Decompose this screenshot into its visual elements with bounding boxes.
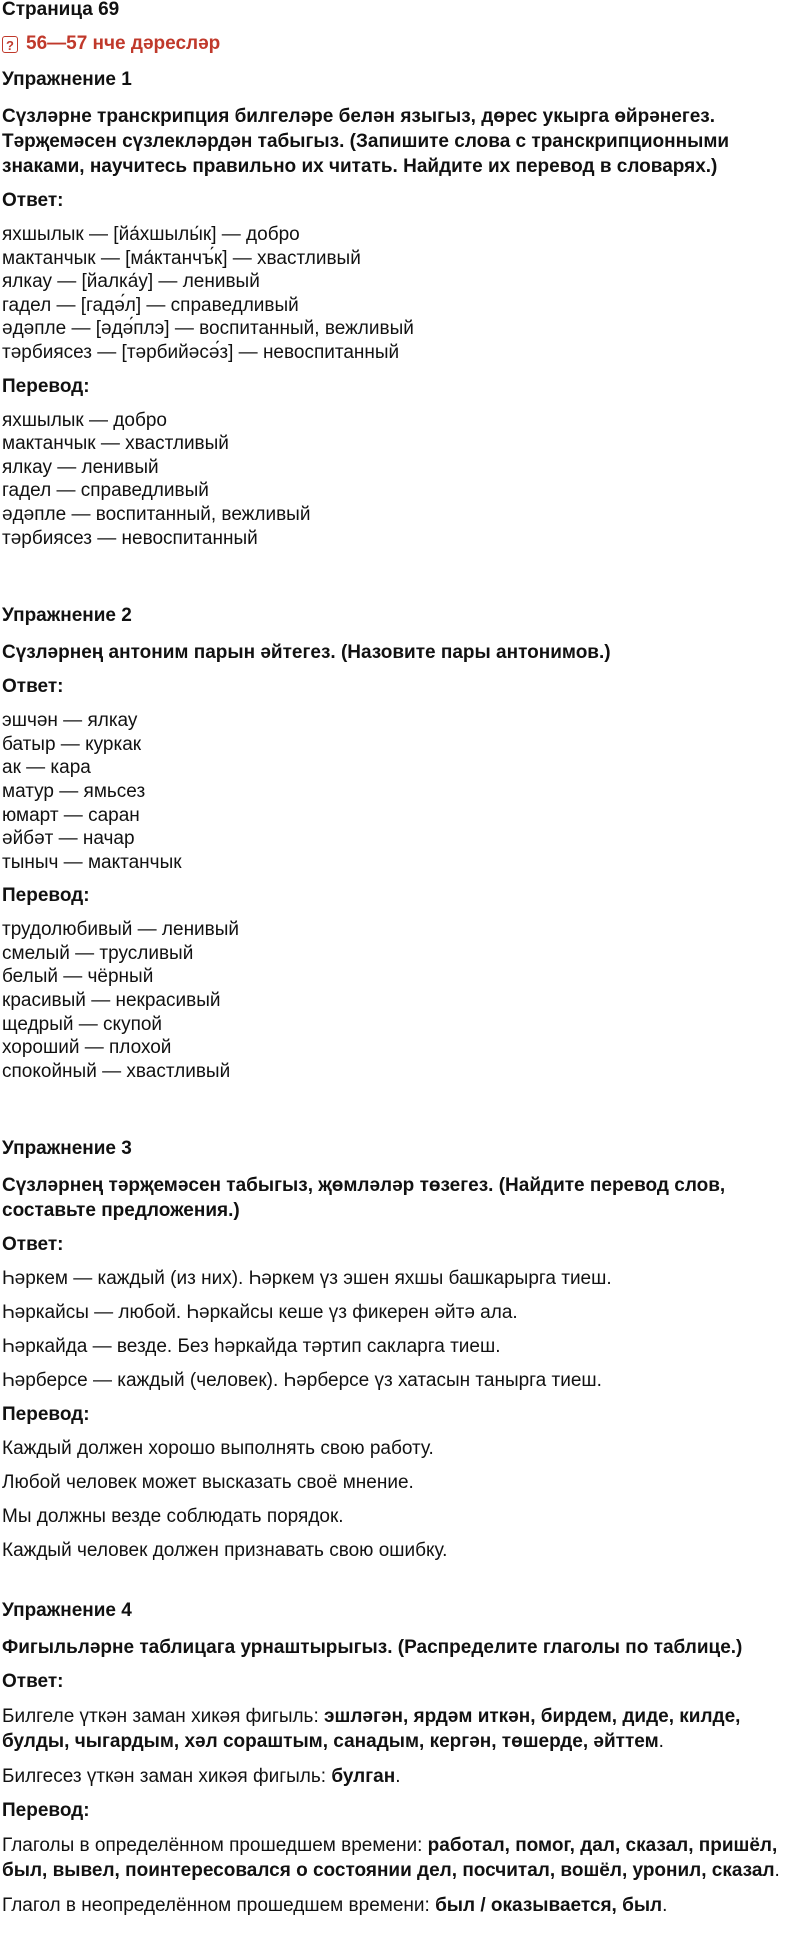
- list-item: трудолюбивый — ленивый: [2, 919, 240, 941]
- translation-list: [2, 918, 798, 1083]
- list-item: Һәркайда — везде. Без һәркайда тәртип сакларга тиеш.: [2, 1336, 501, 1358]
- list-item: Каждый человек должен признавать свою ошибку.: [2, 1540, 448, 1562]
- list-item: тыныч — мактанчык: [2, 851, 182, 873]
- list-item: Һәркайсы — любой. Һәркайсы кеше үз фикерен әйтә ала.: [2, 1302, 518, 1324]
- exercise-title: Упражнение 2: [2, 605, 132, 627]
- list-item: әдәпле — [әдә́плэ] — воспитанный, вежливый: [2, 318, 414, 340]
- exercise-2: [2, 604, 798, 1083]
- page-title: Страница 69: [2, 0, 120, 20]
- lesson-title: 56—57 нче дәресләр: [26, 33, 221, 54]
- translation-prefix: Глагол в неопределённом прошедшем времени:: [2, 1895, 436, 1917]
- translation-suffix: .: [774, 1860, 780, 1882]
- answer-label: Ответ:: [2, 1234, 64, 1256]
- list-item: гадел — [гадә́л] — справедливый: [2, 294, 299, 316]
- answer-paragraph: [2, 1764, 798, 1789]
- list-item: әдәпле — воспитанный, вежливый: [2, 503, 311, 525]
- translation-suffix: .: [662, 1895, 668, 1917]
- exercise-title: Упражнение 4: [2, 1600, 132, 1622]
- answer-suffix: .: [658, 1731, 664, 1753]
- list-item: Мы должны везде соблюдать порядок.: [2, 1506, 344, 1528]
- list-item: Любой человек может высказать своё мнение.: [2, 1472, 414, 1494]
- list-item: гадел — справедливый: [2, 480, 209, 502]
- translation-label: Перевод:: [2, 885, 90, 907]
- answer-list: [2, 1267, 798, 1393]
- answer-label: Ответ:: [2, 676, 64, 698]
- list-item: хороший — плохой: [2, 1037, 172, 1059]
- answer-list: [2, 709, 798, 874]
- translation-label: Перевод:: [2, 1800, 90, 1822]
- translation-verbs: был / оказывается, был: [435, 1895, 663, 1917]
- list-item: белый — чёрный: [2, 966, 154, 988]
- list-item: смелый — трусливый: [2, 942, 194, 964]
- list-item: юмарт — саран: [2, 804, 140, 826]
- list-item: тәрбиясез — [тәрбийәсә́з] — невоспитанный: [2, 341, 400, 363]
- question-icon: ?: [2, 36, 18, 53]
- exercise-title: Упражнение 3: [2, 1138, 132, 1160]
- section-spacer: [2, 1093, 798, 1137]
- translation-list: [2, 1437, 798, 1563]
- section-spacer: [2, 560, 798, 604]
- list-item: тәрбиясез — невоспитанный: [2, 527, 258, 549]
- exercise-1: [2, 68, 798, 550]
- list-item: ялкау — [йалка́у] — ленивый: [2, 271, 260, 293]
- list-item: Һәрберсе — каждый (человек). Һәрберсе үз хатасын танырга тиеш.: [2, 1370, 602, 1392]
- answer-paragraph: [2, 1704, 798, 1754]
- list-item: батыр — куркак: [2, 733, 142, 755]
- list-item: мактанчык — [ма́ктанчъ́к] — хвастливый: [2, 247, 361, 269]
- translation-verbs: работал, помог, дал, сказал, пришёл, был, вывел, поинтересовался о состоянии дел, посчитал, вошёл, уронил, сказал: [2, 1835, 778, 1882]
- list-item: ак — кара: [2, 757, 91, 779]
- list-item: Һәркем — каждый (из них). Һәркем үз эшен яхшы башкарырга тиеш.: [2, 1268, 612, 1290]
- answer-label: Ответ:: [2, 1671, 64, 1693]
- answer-suffix: .: [395, 1766, 401, 1788]
- answer-label: Ответ:: [2, 190, 64, 211]
- list-item: яхшылык — добро: [2, 409, 167, 431]
- translation-prefix: Глаголы в определённом прошедшем времени:: [2, 1835, 428, 1857]
- list-item: спокойный — хвастливый: [2, 1060, 231, 1082]
- exercise-task: Сүзләрнең антоним парын әйтегез. (Назовите пары антонимов.): [2, 642, 611, 664]
- answer-prefix: Билгеле үткән заман хикәя фигыль:: [2, 1706, 325, 1728]
- list-item: ялкау — ленивый: [2, 456, 159, 478]
- list-item: эшчән — ялкау: [2, 710, 138, 732]
- answer-list: [2, 223, 798, 365]
- translation-paragraph: [2, 1893, 798, 1918]
- lesson-heading[interactable]: [2, 32, 798, 56]
- section-spacer: [2, 1573, 798, 1599]
- list-item: әйбәт — начар: [2, 828, 135, 850]
- list-item: красивый — некрасивый: [2, 990, 221, 1012]
- exercise-title: Упражнение 1: [2, 69, 132, 90]
- answer-verbs: булган: [331, 1766, 396, 1788]
- translation-label: Перевод:: [2, 375, 90, 397]
- list-item: яхшылык — [йа́хшылы́к] — добро: [2, 224, 300, 245]
- translation-paragraph: [2, 1833, 798, 1883]
- list-item: щедрый — скупой: [2, 1013, 163, 1035]
- translation-list: [2, 409, 798, 551]
- translation-label: Перевод:: [2, 1404, 90, 1426]
- list-item: матур — ямьсез: [2, 780, 146, 802]
- list-item: мактанчык — хвастливый: [2, 433, 229, 455]
- answer-prefix: Билгесез үткән заман хикәя фигыль:: [2, 1766, 332, 1788]
- exercise-4: [2, 1599, 798, 1918]
- list-item: Каждый должен хорошо выполнять свою работу.: [2, 1438, 434, 1460]
- exercise-task: Сүзләрне транскрипция билгеләре белән языгыз, дөрес укырга өйрәнегез. Тәрҗемәсен сүзлекләрдән табыгыз. (Запишите слова с транскрипционными знаками, научитесь правильно их читать. Найдите их перевод в словарях.): [2, 106, 730, 177]
- exercise-task: Сүзләрнең тәрҗемәсен табыгыз, җөмләләр төзегез. (Найдите перевод слов, составьте предложения.): [2, 1175, 726, 1222]
- exercise-task: Фигыльләрне таблицага урнаштырыгыз. (Распределите глаголы по таблице.): [2, 1637, 743, 1659]
- exercise-3: [2, 1137, 798, 1563]
- answer-verbs: эшләгән, ярдәм иткән, бирдем, диде, килде, булды, чыгардым, хәл сораштым, санадым, кергән, төшерде, әйттем: [2, 1706, 741, 1753]
